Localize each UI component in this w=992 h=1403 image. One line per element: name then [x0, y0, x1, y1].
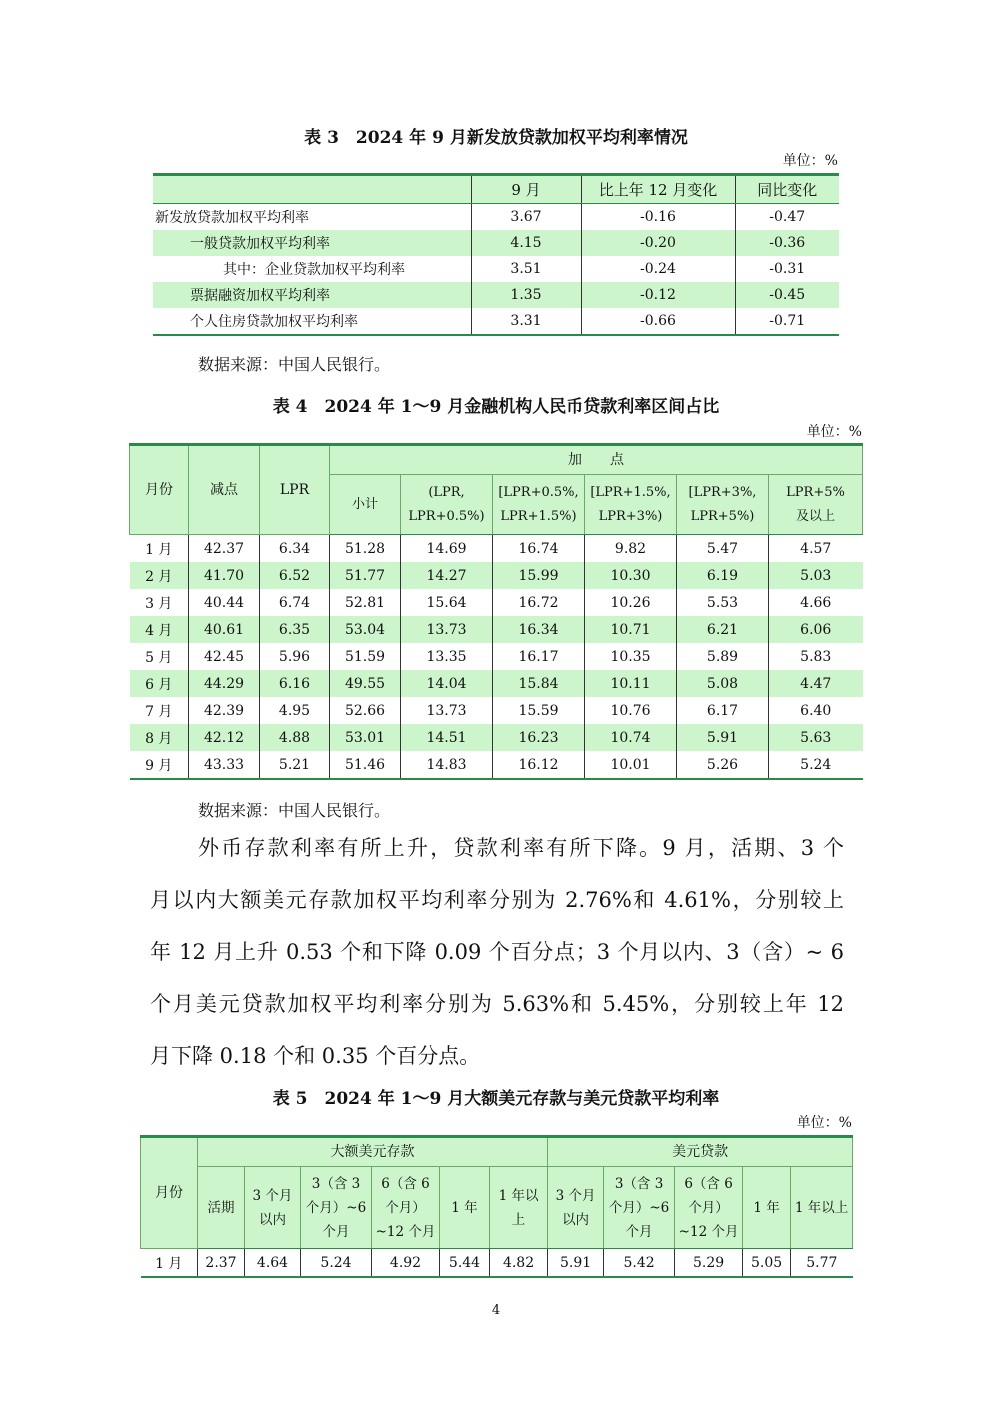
table5-subheader-1: 3 个月以内	[245, 1167, 301, 1249]
table5	[140, 1135, 853, 1278]
table4-cell: 10.74	[585, 724, 677, 751]
table4-cell: 6.17	[677, 697, 769, 724]
table3-row-label: 票据融资加权平均利率	[153, 282, 471, 308]
table-row	[130, 643, 863, 670]
table3-caption: 表 3 2024 年 9 月新发放贷款加权平均利率情况	[304, 128, 688, 148]
table4-unit: 单位：%	[806, 424, 862, 440]
table3-row-label: 个人住房贷款加权平均利率	[190, 314, 358, 330]
table4-cell: 4.95	[260, 697, 330, 724]
table-row	[153, 308, 839, 335]
table5-cell: 2.37	[198, 1249, 245, 1278]
table4-subheader-3: [LPR+1.5%, LPR+3%)	[585, 475, 677, 535]
table4-cell: 6.40	[769, 697, 863, 724]
table4-cell: 5.26	[677, 751, 769, 779]
table-row	[130, 724, 863, 751]
table4-cell: 14.83	[401, 751, 493, 779]
table4-cell: 5.21	[260, 751, 330, 779]
table5-subheader-9: 1 年	[743, 1167, 791, 1249]
table3-cell: -0.47	[735, 204, 839, 231]
table5-subheader-7: 3（含 3 个月）~6 个月	[604, 1167, 675, 1249]
table3-header-1: 9 月	[471, 175, 581, 204]
table3-cell: 3.67	[471, 204, 581, 231]
table4-month-cell: 8 月	[130, 724, 189, 751]
table3-source: 数据来源：中国人民银行。	[198, 355, 391, 374]
table4-subheader-0: 小计	[330, 475, 401, 535]
table5-subheader-8: 6（含 6 个月）~12 个月	[675, 1167, 743, 1249]
paragraph-line-4: 个月美元贷款加权平均利率分别为 5.63%和 5.45%，分别较上年 12	[150, 992, 844, 1016]
table4-cell: 10.76	[585, 697, 677, 724]
table4-cell: 51.77	[330, 562, 401, 589]
table-row	[153, 256, 839, 282]
table4-subheader-2: [LPR+0.5%, LPR+1.5%)	[493, 475, 585, 535]
table4-cell: 16.74	[493, 535, 585, 563]
table4-cell: 4.66	[769, 589, 863, 616]
table3	[153, 173, 839, 336]
table5-subheader-5: 1 年以上	[490, 1167, 548, 1249]
table4-cell: 5.63	[769, 724, 863, 751]
paragraph-line-2: 月以内大额美元存款加权平均利率分别为 2.76%和 4.61%，分别较上	[150, 888, 844, 912]
table4-month-cell: 4 月	[130, 616, 189, 643]
table4	[129, 443, 863, 780]
table4-cell: 6.19	[677, 562, 769, 589]
table3-header-0	[153, 175, 471, 204]
paragraph-line-3: 年 12 月上升 0.53 个和下降 0.09 个百分点；3 个月以内、3（含）~ 6	[150, 940, 844, 964]
table-row	[153, 282, 839, 308]
table4-cell: 6.52	[260, 562, 330, 589]
table4-cell: 43.33	[189, 751, 260, 779]
table4-cell: 10.26	[585, 589, 677, 616]
table-row	[130, 616, 863, 643]
table4-cell: 52.81	[330, 589, 401, 616]
table5-header-loans: 美元贷款	[548, 1137, 853, 1167]
table4-cell: 10.01	[585, 751, 677, 779]
table3-row-label: 新发放贷款加权平均利率	[155, 210, 309, 226]
table4-cell: 5.96	[260, 643, 330, 670]
table5-subheader-3: 6（含 6 个月）~12 个月	[372, 1167, 440, 1249]
table4-cell: 13.35	[401, 643, 493, 670]
table3-cell: -0.12	[581, 282, 735, 308]
table4-cell: 15.99	[493, 562, 585, 589]
table5-subheader-10: 1 年以上	[791, 1167, 853, 1249]
table5-cell: 5.29	[675, 1249, 743, 1278]
table5-unit: 单位：%	[796, 1115, 852, 1131]
table5-cell: 5.42	[604, 1249, 675, 1278]
table-row	[130, 751, 863, 779]
table4-cell: 13.73	[401, 697, 493, 724]
table4-cell: 42.12	[189, 724, 260, 751]
table4-cell: 10.35	[585, 643, 677, 670]
table3-cell: -0.45	[735, 282, 839, 308]
table3-cell: -0.31	[735, 256, 839, 282]
table4-subheader-5: LPR+5% 及以上	[769, 475, 863, 535]
table-row	[130, 535, 863, 563]
table4-header-lpr: LPR	[260, 445, 330, 535]
table4-cell: 5.91	[677, 724, 769, 751]
table-row	[130, 697, 863, 724]
table4-cell: 40.44	[189, 589, 260, 616]
table4-cell: 51.28	[330, 535, 401, 563]
table4-month-cell: 2 月	[130, 562, 189, 589]
table4-month-cell: 3 月	[145, 595, 173, 612]
table3-cell: -0.36	[735, 230, 839, 256]
table4-cell: 13.73	[401, 616, 493, 643]
table4-caption: 表 4 2024 年 1～9 月金融机构人民币贷款利率区间占比	[272, 397, 720, 417]
table4-cell: 42.45	[189, 643, 260, 670]
table-row	[141, 1249, 853, 1278]
table4-header-plus: 加 点	[330, 445, 863, 475]
page-number: 4	[491, 1303, 501, 1318]
table4-cell: 6.06	[769, 616, 863, 643]
table4-cell: 6.21	[677, 616, 769, 643]
table-row	[130, 589, 863, 616]
table5-cell: 5.77	[791, 1249, 853, 1278]
table4-cell: 10.30	[585, 562, 677, 589]
table4-cell: 16.34	[493, 616, 585, 643]
table4-cell: 6.16	[260, 670, 330, 697]
table4-cell: 10.71	[585, 616, 677, 643]
table3-cell: 3.51	[471, 256, 581, 282]
table4-cell: 5.24	[769, 751, 863, 779]
table4-cell: 5.89	[677, 643, 769, 670]
table4-cell: 9.82	[585, 535, 677, 563]
table5-cell: 5.91	[548, 1249, 604, 1278]
table4-header-month: 月份	[130, 445, 189, 535]
table4-cell: 5.83	[769, 643, 863, 670]
table3-cell: -0.66	[581, 308, 735, 335]
table4-month-cell: 1 月	[145, 541, 173, 558]
table4-subheader-1: (LPR, LPR+0.5%)	[401, 475, 493, 535]
table4-month-cell: 7 月	[145, 703, 173, 720]
table-row	[130, 670, 863, 697]
table5-header-month: 月份	[141, 1137, 198, 1249]
paragraph-line-1: 外币存款利率有所上升，贷款利率有所下降。9 月，活期、3 个	[198, 836, 844, 860]
table4-subheader-4: [LPR+3%, LPR+5%)	[677, 475, 769, 535]
table4-cell: 51.46	[330, 751, 401, 779]
table3-cell: -0.20	[581, 230, 735, 256]
table4-cell: 16.17	[493, 643, 585, 670]
table4-cell: 15.64	[401, 589, 493, 616]
table3-unit: 单位：%	[782, 153, 838, 169]
table4-cell: 16.72	[493, 589, 585, 616]
table4-cell: 44.29	[189, 670, 260, 697]
table3-cell: 1.35	[471, 282, 581, 308]
table5-cell: 4.64	[245, 1249, 301, 1278]
table4-cell: 16.23	[493, 724, 585, 751]
table3-header-3: 同比变化	[735, 175, 839, 204]
table3-cell: -0.24	[581, 256, 735, 282]
table5-cell: 5.24	[301, 1249, 372, 1278]
table4-cell: 14.27	[401, 562, 493, 589]
table5-cell: 4.92	[372, 1249, 440, 1278]
table4-cell: 41.70	[189, 562, 260, 589]
table4-cell: 14.51	[401, 724, 493, 751]
table4-cell: 6.34	[260, 535, 330, 563]
table4-cell: 53.04	[330, 616, 401, 643]
table3-row-label: 其中：企业贷款加权平均利率	[223, 262, 405, 278]
table4-cell: 15.84	[493, 670, 585, 697]
table4-month-cell: 6 月	[130, 670, 189, 697]
table3-cell: -0.16	[581, 204, 735, 231]
table4-source: 数据来源：中国人民银行。	[198, 801, 391, 820]
table4-cell: 42.39	[189, 697, 260, 724]
table4-month-cell: 5 月	[145, 649, 173, 666]
table5-cell: 5.44	[440, 1249, 490, 1278]
table-row	[153, 204, 839, 231]
table4-cell: 51.59	[330, 643, 401, 670]
table4-cell: 10.11	[585, 670, 677, 697]
table5-subheader-2: 3（含 3 个月）~6 个月	[301, 1167, 372, 1249]
table4-cell: 6.74	[260, 589, 330, 616]
table3-cell: -0.71	[735, 308, 839, 335]
table3-row-label: 一般贷款加权平均利率	[153, 230, 471, 256]
table5-header-deposits: 大额美元存款	[198, 1137, 548, 1167]
table5-cell: 5.05	[743, 1249, 791, 1278]
table5-month-cell: 1 月	[155, 1255, 183, 1272]
table3-cell: 4.15	[471, 230, 581, 256]
table-row	[153, 230, 839, 256]
table4-cell: 16.12	[493, 751, 585, 779]
table4-cell: 4.88	[260, 724, 330, 751]
table-row	[130, 562, 863, 589]
table5-cell: 4.82	[490, 1249, 548, 1278]
table4-cell: 53.01	[330, 724, 401, 751]
paragraph-line-5: 月下降 0.18 个和 0.35 个百分点。	[150, 1044, 481, 1068]
table4-cell: 5.03	[769, 562, 863, 589]
table3-header-2: 比上年 12 月变化	[581, 175, 735, 204]
table4-cell: 49.55	[330, 670, 401, 697]
table4-cell: 14.69	[401, 535, 493, 563]
table4-month-cell: 9 月	[145, 757, 173, 774]
table4-cell: 5.47	[677, 535, 769, 563]
table4-cell: 40.61	[189, 616, 260, 643]
table5-caption: 表 5 2024 年 1～9 月大额美元存款与美元贷款平均利率	[272, 1089, 720, 1109]
table5-subheader-4: 1 年	[440, 1167, 490, 1249]
table4-cell: 5.08	[677, 670, 769, 697]
table4-cell: 6.35	[260, 616, 330, 643]
table4-cell: 4.47	[769, 670, 863, 697]
table3-cell: 3.31	[471, 308, 581, 335]
table4-cell: 15.59	[493, 697, 585, 724]
table4-cell: 5.53	[677, 589, 769, 616]
table4-cell: 14.04	[401, 670, 493, 697]
table4-cell: 52.66	[330, 697, 401, 724]
table4-cell: 42.37	[189, 535, 260, 563]
table4-header-minus: 减点	[189, 445, 260, 535]
table5-subheader-0: 活期	[198, 1167, 245, 1249]
table4-cell: 4.57	[769, 535, 863, 563]
table5-subheader-6: 3 个月以内	[548, 1167, 604, 1249]
